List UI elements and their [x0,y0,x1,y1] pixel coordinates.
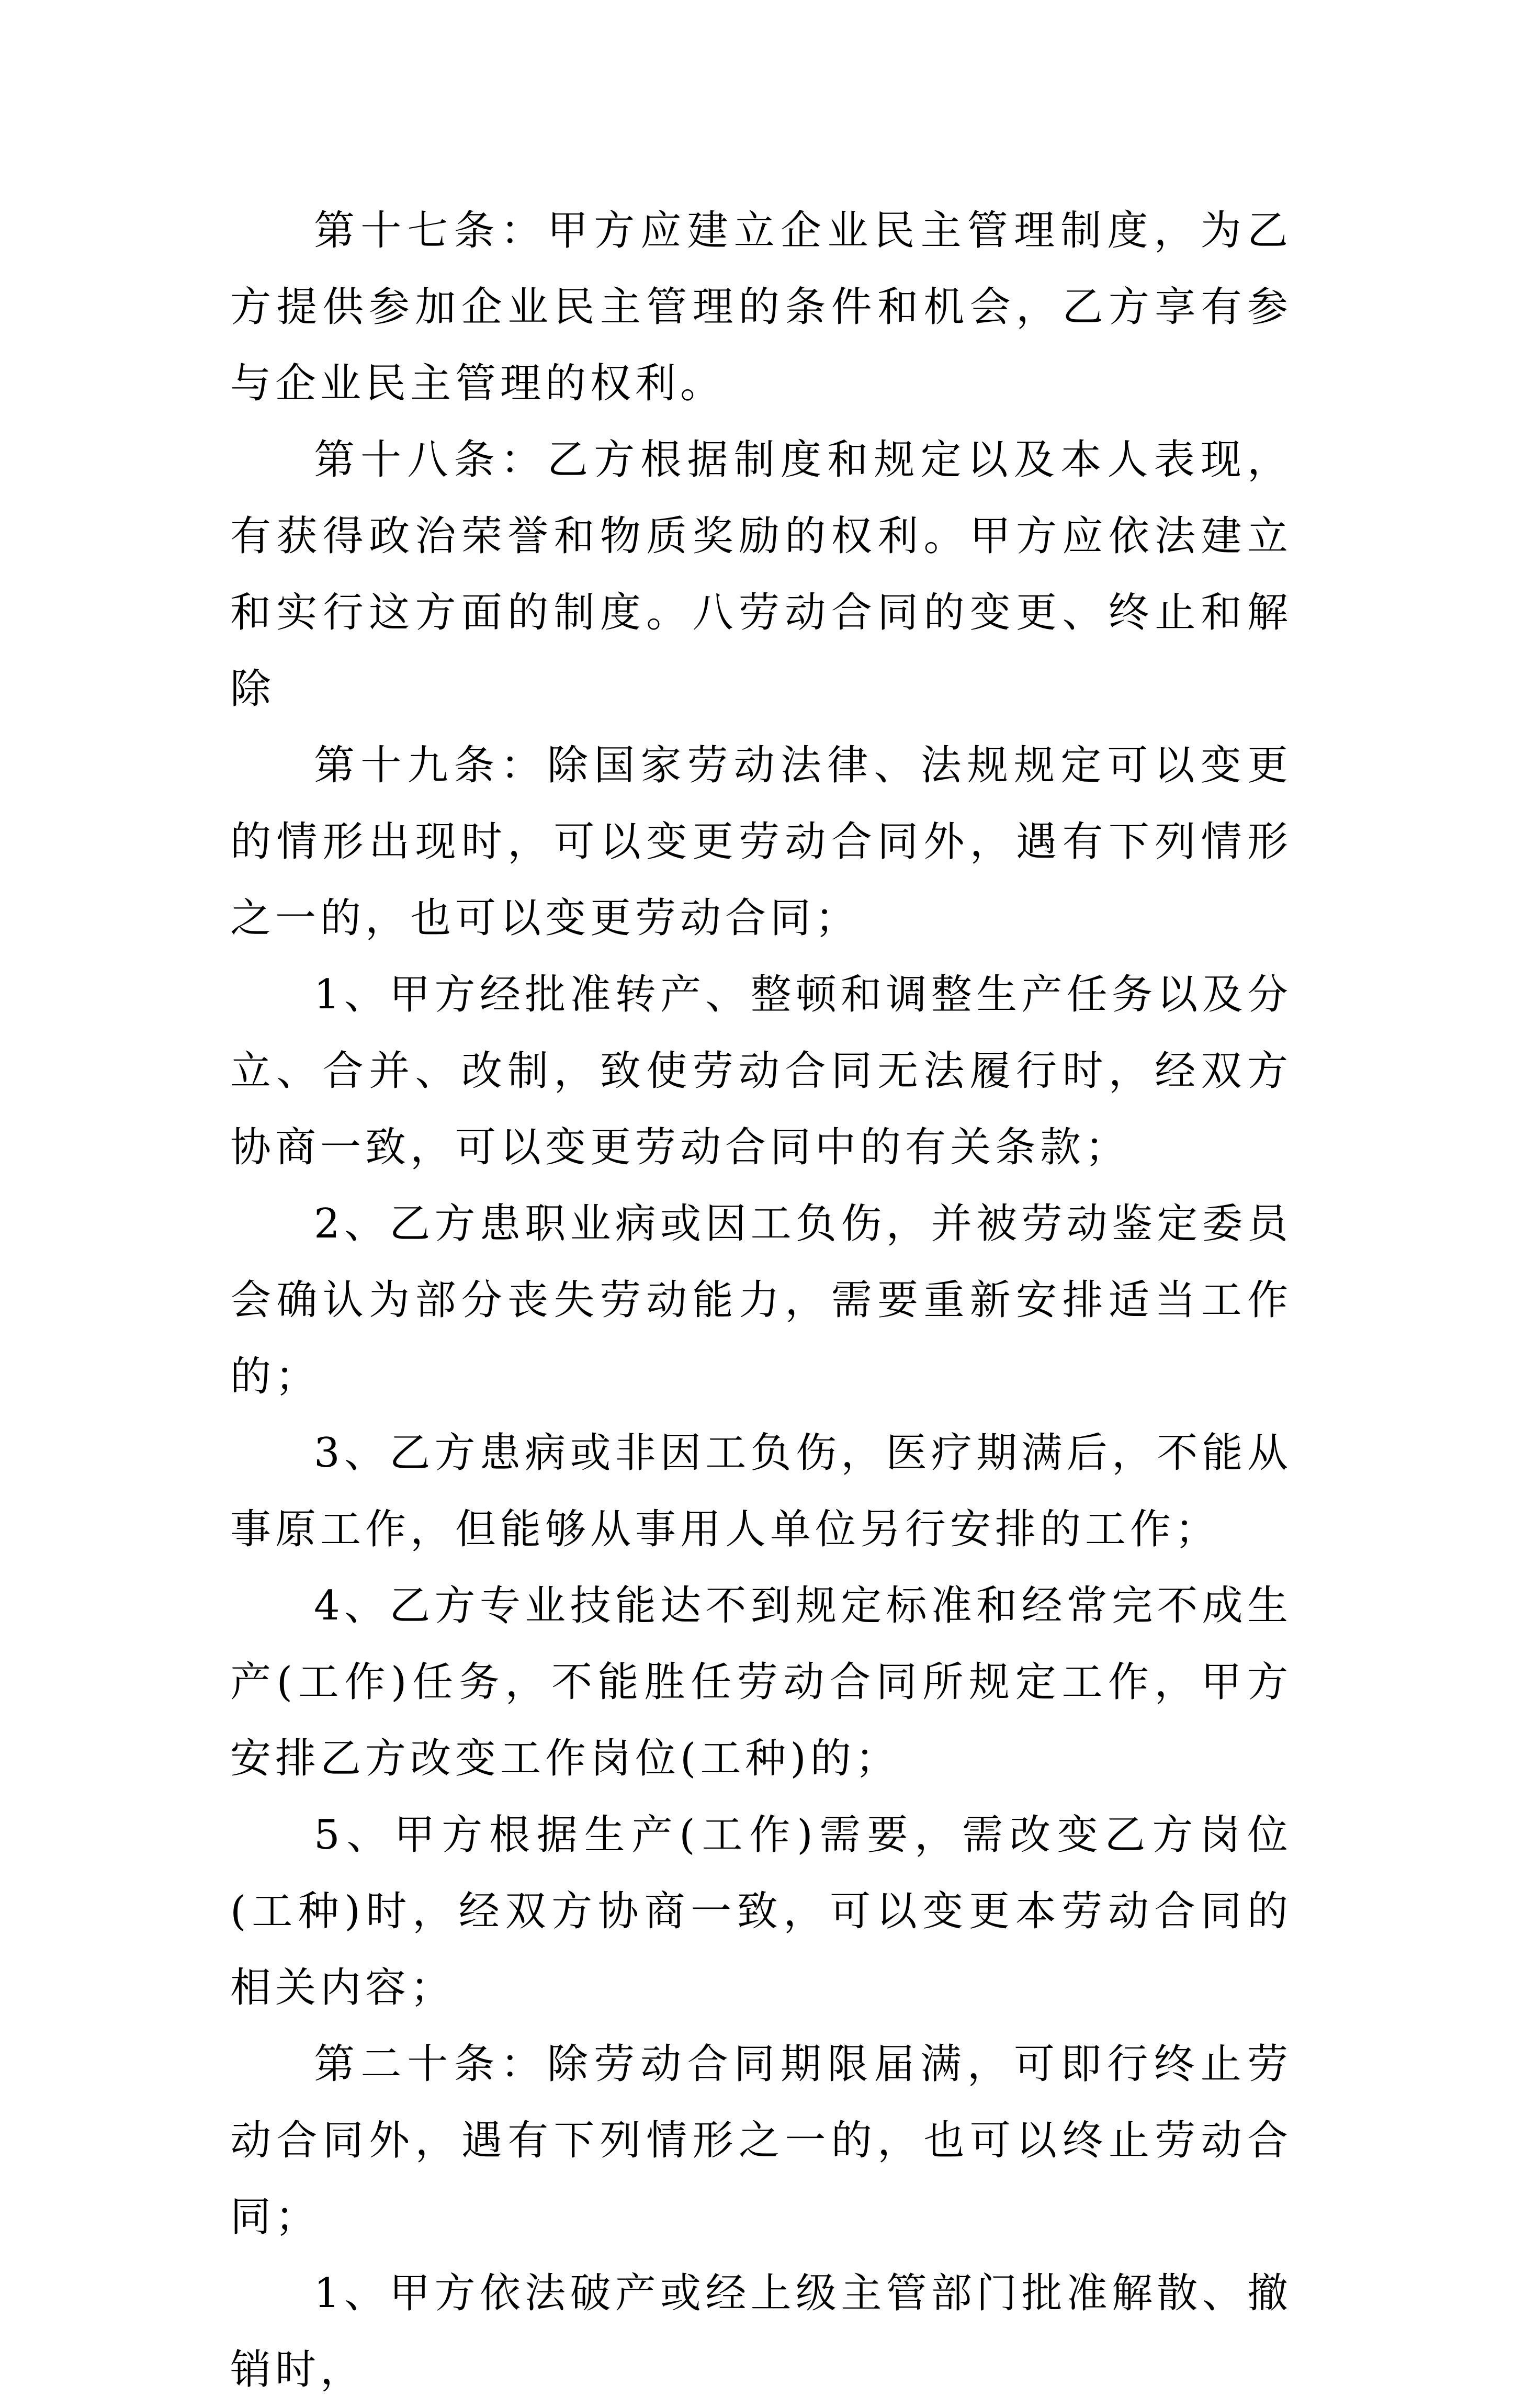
paragraph-article-19-item-1: 1、甲方经批准转产、整顿和调整生产任务以及分立、合并、改制，致使劳动合同无法履行时，经双方协商一致，可以变更劳动合同中的有关条款； [230,971,1292,1171]
paragraph-article-19-item-4: 4、乙方专业技能达不到规定标准和经常完不成生产(工作)任务，不能胜任劳动合同所规定工作，甲方安排乙方改变工作岗位(工种)的； [230,1582,1292,1782]
paragraph-article-19-item-5: 5、甲方根据生产(工作)需要，需改变乙方岗位(工种)时，经双方协商一致，可以变更本劳动合同的相关内容； [230,1811,1292,2011]
document-body [230,193,1292,2408]
paragraph-article-20: 第二十条：除劳动合同期限届满，可即行终止劳动合同外，遇有下列情形之一的，也可以终止劳动合同； [230,2041,1292,2241]
paragraph-article-19-item-3: 3、乙方患病或非因工负伤，医疗期满后，不能从事原工作，但能够从事用人单位另行安排的工作； [230,1430,1292,1553]
paragraph-article-19-item-2: 2、乙方患职业病或因工负伤，并被劳动鉴定委员会确认为部分丧失劳动能力，需要重新安排适当工作的； [230,1200,1292,1400]
paragraph-article-20-item-1: 1、甲方依法破产或经上级主管部门批准解散、撤销时， [230,2270,1292,2393]
paragraph-article-17: 第十七条：甲方应建立企业民主管理制度，为乙方提供参加企业民主管理的条件和机会，乙方享有参与企业民主管理的权利。 [230,207,1292,407]
paragraph-article-19: 第十九条：除国家劳动法律、法规规定可以变更的情形出现时，可以变更劳动合同外，遇有下列情形之一的，也可以变更劳动合同； [230,742,1292,942]
paragraph-article-18: 第十八条：乙方根据制度和规定以及本人表现，有获得政治荣誉和物质奖励的权利。甲方应依法建立和实行这方面的制度。八劳动合同的变更、终止和解除 [230,436,1292,713]
